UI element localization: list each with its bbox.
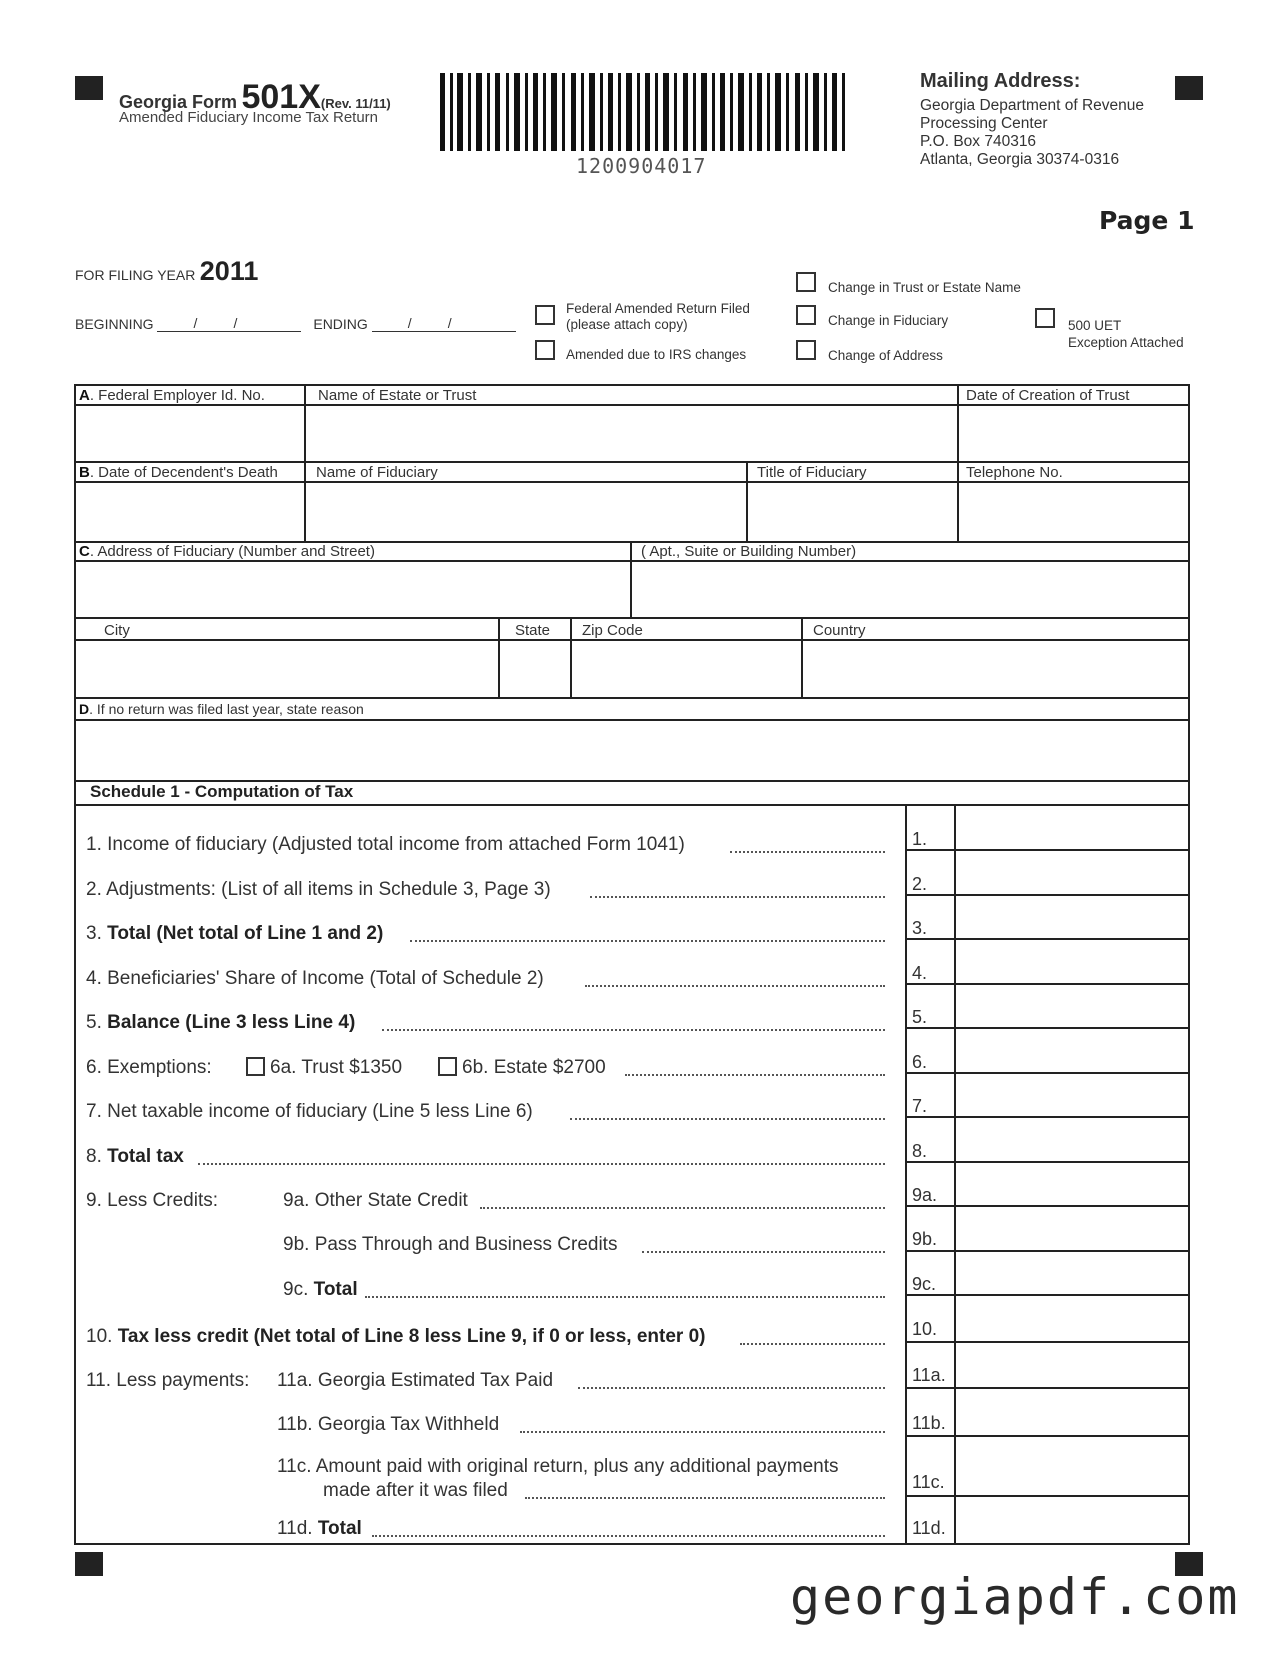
- change-name-checkbox[interactable]: [796, 272, 816, 292]
- page-label: Page 1: [1099, 206, 1195, 235]
- ending-date-field[interactable]: / /: [372, 317, 516, 332]
- line-7-amount[interactable]: [960, 1080, 1190, 1110]
- mailing-line: P.O. Box 740316: [920, 133, 1037, 150]
- uet-exception-checkbox[interactable]: [1035, 308, 1055, 328]
- zip-field[interactable]: [572, 641, 800, 696]
- line-7-text: 7. Net taxable income of fiduciary (Line 5 less Line 6): [86, 1101, 533, 1122]
- city-label: City: [104, 622, 130, 639]
- line-4-text: 4. Beneficiaries' Share of Income (Total of Schedule 2): [86, 968, 544, 989]
- line-8-number: 8.: [912, 1141, 928, 1161]
- change-fiduciary-label: Change in Fiduciary: [828, 313, 949, 328]
- estate-name-field[interactable]: [306, 406, 956, 460]
- line-5-amount[interactable]: [960, 991, 1190, 1021]
- line-8-text: 8. Total tax: [86, 1146, 184, 1167]
- trust-exemption-label: 6a. Trust $1350: [270, 1057, 403, 1078]
- line-4-amount[interactable]: [960, 947, 1190, 977]
- line-11a-amount[interactable]: [960, 1350, 1190, 1380]
- line-5-number: 5.: [912, 1007, 928, 1027]
- line-9b-amount[interactable]: [960, 1213, 1190, 1243]
- line-9b-number: 9b.: [912, 1229, 938, 1249]
- address-label: C. Address of Fiduciary (Number and Street): [79, 543, 375, 560]
- line-11c-text: 11c. Amount paid with original return, plus any additional payments: [277, 1456, 839, 1477]
- state-field[interactable]: [500, 641, 569, 696]
- uet-exception-label: 500 UET Exception Attached: [1068, 318, 1184, 350]
- watermark: georgiapdf.com: [790, 1568, 1240, 1626]
- trust-exemption-checkbox[interactable]: [246, 1057, 265, 1076]
- death-date-label: B. Date of Decendent's Death: [79, 464, 278, 481]
- change-name-label: Change in Trust or Estate Name: [828, 280, 1021, 295]
- period-dates: BEGINNING / / ENDING / /: [75, 316, 516, 332]
- line-11b-text: 11b. Georgia Tax Withheld: [277, 1414, 500, 1435]
- fein-field[interactable]: [76, 406, 302, 460]
- line-9c-text: 9c. Total: [283, 1279, 358, 1300]
- line-6-number: 6.: [912, 1052, 928, 1072]
- line-11a-number: 11a.: [912, 1365, 946, 1385]
- creation-date-label: Date of Creation of Trust: [966, 387, 1130, 404]
- line-9a-number: 9a.: [912, 1185, 938, 1205]
- creation-date-field[interactable]: [959, 406, 1188, 460]
- change-address-label: Change of Address: [828, 348, 943, 363]
- form-subtitle: Amended Fiduciary Income Tax Return: [119, 109, 379, 126]
- irs-changes-label: Amended due to IRS changes: [566, 347, 747, 362]
- zip-label: Zip Code: [582, 622, 643, 639]
- mailing-address: [920, 70, 1144, 169]
- change-address-checkbox[interactable]: [796, 340, 816, 360]
- line-1-number: 1.: [912, 829, 928, 849]
- beginning-date-field[interactable]: / /: [157, 317, 301, 332]
- change-fiduciary-checkbox[interactable]: [796, 305, 816, 325]
- line-3-amount[interactable]: [960, 902, 1190, 932]
- mailing-line: Processing Center: [920, 115, 1048, 132]
- line-9-lead: 9. Less Credits:: [86, 1190, 218, 1211]
- line-11d-amount[interactable]: [960, 1505, 1190, 1535]
- estate-name-label: Name of Estate or Trust: [318, 387, 477, 404]
- line-11d-text: 11d. Total: [277, 1518, 362, 1539]
- mailing-title: Mailing Address:: [920, 70, 1081, 92]
- registration-mark-top-left: [75, 76, 103, 100]
- line-9b-text: 9b. Pass Through and Business Credits: [283, 1234, 618, 1255]
- irs-changes-checkbox[interactable]: [535, 340, 555, 360]
- line-1-amount[interactable]: [960, 813, 1190, 843]
- death-date-field[interactable]: [76, 483, 302, 540]
- country-field[interactable]: [803, 641, 1188, 696]
- line-11c-number: 11c.: [912, 1472, 945, 1492]
- line-10-text: 10. Tax less credit (Net total of Line 8 less Line 9, if 0 or less, enter 0): [86, 1326, 706, 1347]
- no-return-reason-field[interactable]: [76, 721, 1188, 780]
- fiduciary-name-label: Name of Fiduciary: [316, 464, 438, 481]
- estate-exemption-checkbox[interactable]: [438, 1057, 457, 1076]
- line-4-number: 4.: [912, 963, 928, 983]
- street-address-field[interactable]: [76, 562, 629, 616]
- federal-amended-checkbox[interactable]: [535, 305, 555, 325]
- city-field[interactable]: [76, 641, 497, 696]
- line-11c-amount[interactable]: [960, 1448, 1190, 1478]
- line-11c-text-cont: made after it was filed: [323, 1480, 508, 1501]
- line-2-amount[interactable]: [960, 858, 1190, 888]
- line-6-text: 6. Exemptions:: [86, 1057, 212, 1078]
- telephone-field[interactable]: [959, 483, 1188, 540]
- line-2-text: 2. Adjustments: (List of all items in Schedule 3, Page 3): [86, 879, 551, 900]
- line-9a-text: 9a. Other State Credit: [283, 1190, 468, 1211]
- mailing-line: Georgia Department of Revenue: [920, 97, 1145, 114]
- schedule-title: Schedule 1 - Computation of Tax: [90, 782, 354, 801]
- line-10-number: 10.: [912, 1319, 938, 1339]
- telephone-label: Telephone No.: [966, 464, 1063, 481]
- line-2-number: 2.: [912, 874, 928, 894]
- line-8-amount[interactable]: [960, 1125, 1190, 1155]
- barcode-bars: [440, 73, 845, 151]
- form-title: Georgia Form 501X(Rev. 11/11): [119, 78, 391, 116]
- line-9a-amount[interactable]: [960, 1169, 1190, 1199]
- fiduciary-title-label: Title of Fiduciary: [757, 464, 867, 481]
- no-return-label: D. If no return was filed last year, state reason: [79, 701, 364, 717]
- line-3-text: 3. Total (Net total of Line 1 and 2): [86, 923, 384, 944]
- apt-label: ( Apt., Suite or Building Number): [641, 543, 857, 560]
- line-10-amount[interactable]: [960, 1303, 1190, 1333]
- mailing-line: Atlanta, Georgia 30374-0316: [920, 151, 1120, 168]
- line-11a-text: 11a. Georgia Estimated Tax Paid: [277, 1370, 554, 1391]
- barcode: [440, 73, 860, 151]
- line-7-number: 7.: [912, 1096, 928, 1116]
- registration-mark-top-right: [1175, 76, 1203, 100]
- country-label: Country: [813, 622, 866, 639]
- registration-mark-bottom-left: [75, 1552, 103, 1576]
- line-6-amount[interactable]: [960, 1036, 1190, 1066]
- line-1-text: 1. Income of fiduciary (Adjusted total income from attached Form 1041): [86, 834, 685, 855]
- estate-exemption-label: 6b. Estate $2700: [462, 1057, 606, 1078]
- line-9c-number: 9c.: [912, 1274, 937, 1294]
- state-label: State: [515, 622, 551, 639]
- line-5-text: 5. Balance (Line 3 less Line 4): [86, 1012, 356, 1033]
- line-11b-amount[interactable]: [960, 1396, 1190, 1426]
- line-11b-number: 11b.: [912, 1413, 946, 1433]
- filing-year: FOR FILING YEAR 2011: [75, 256, 259, 286]
- line-11d-number: 11d.: [912, 1518, 946, 1538]
- barcode-number: 1200904017: [576, 154, 707, 178]
- apt-field[interactable]: [632, 562, 1188, 616]
- federal-amended-label: Federal Amended Return Filed (please attach copy): [566, 301, 750, 332]
- fiduciary-title-field[interactable]: [748, 483, 956, 540]
- fein-label: A. Federal Employer Id. No.: [79, 387, 265, 404]
- fiduciary-name-field[interactable]: [306, 483, 745, 540]
- line-9c-amount[interactable]: [960, 1258, 1190, 1288]
- line-3-number: 3.: [912, 918, 928, 938]
- line-11-lead: 11. Less payments:: [86, 1370, 250, 1391]
